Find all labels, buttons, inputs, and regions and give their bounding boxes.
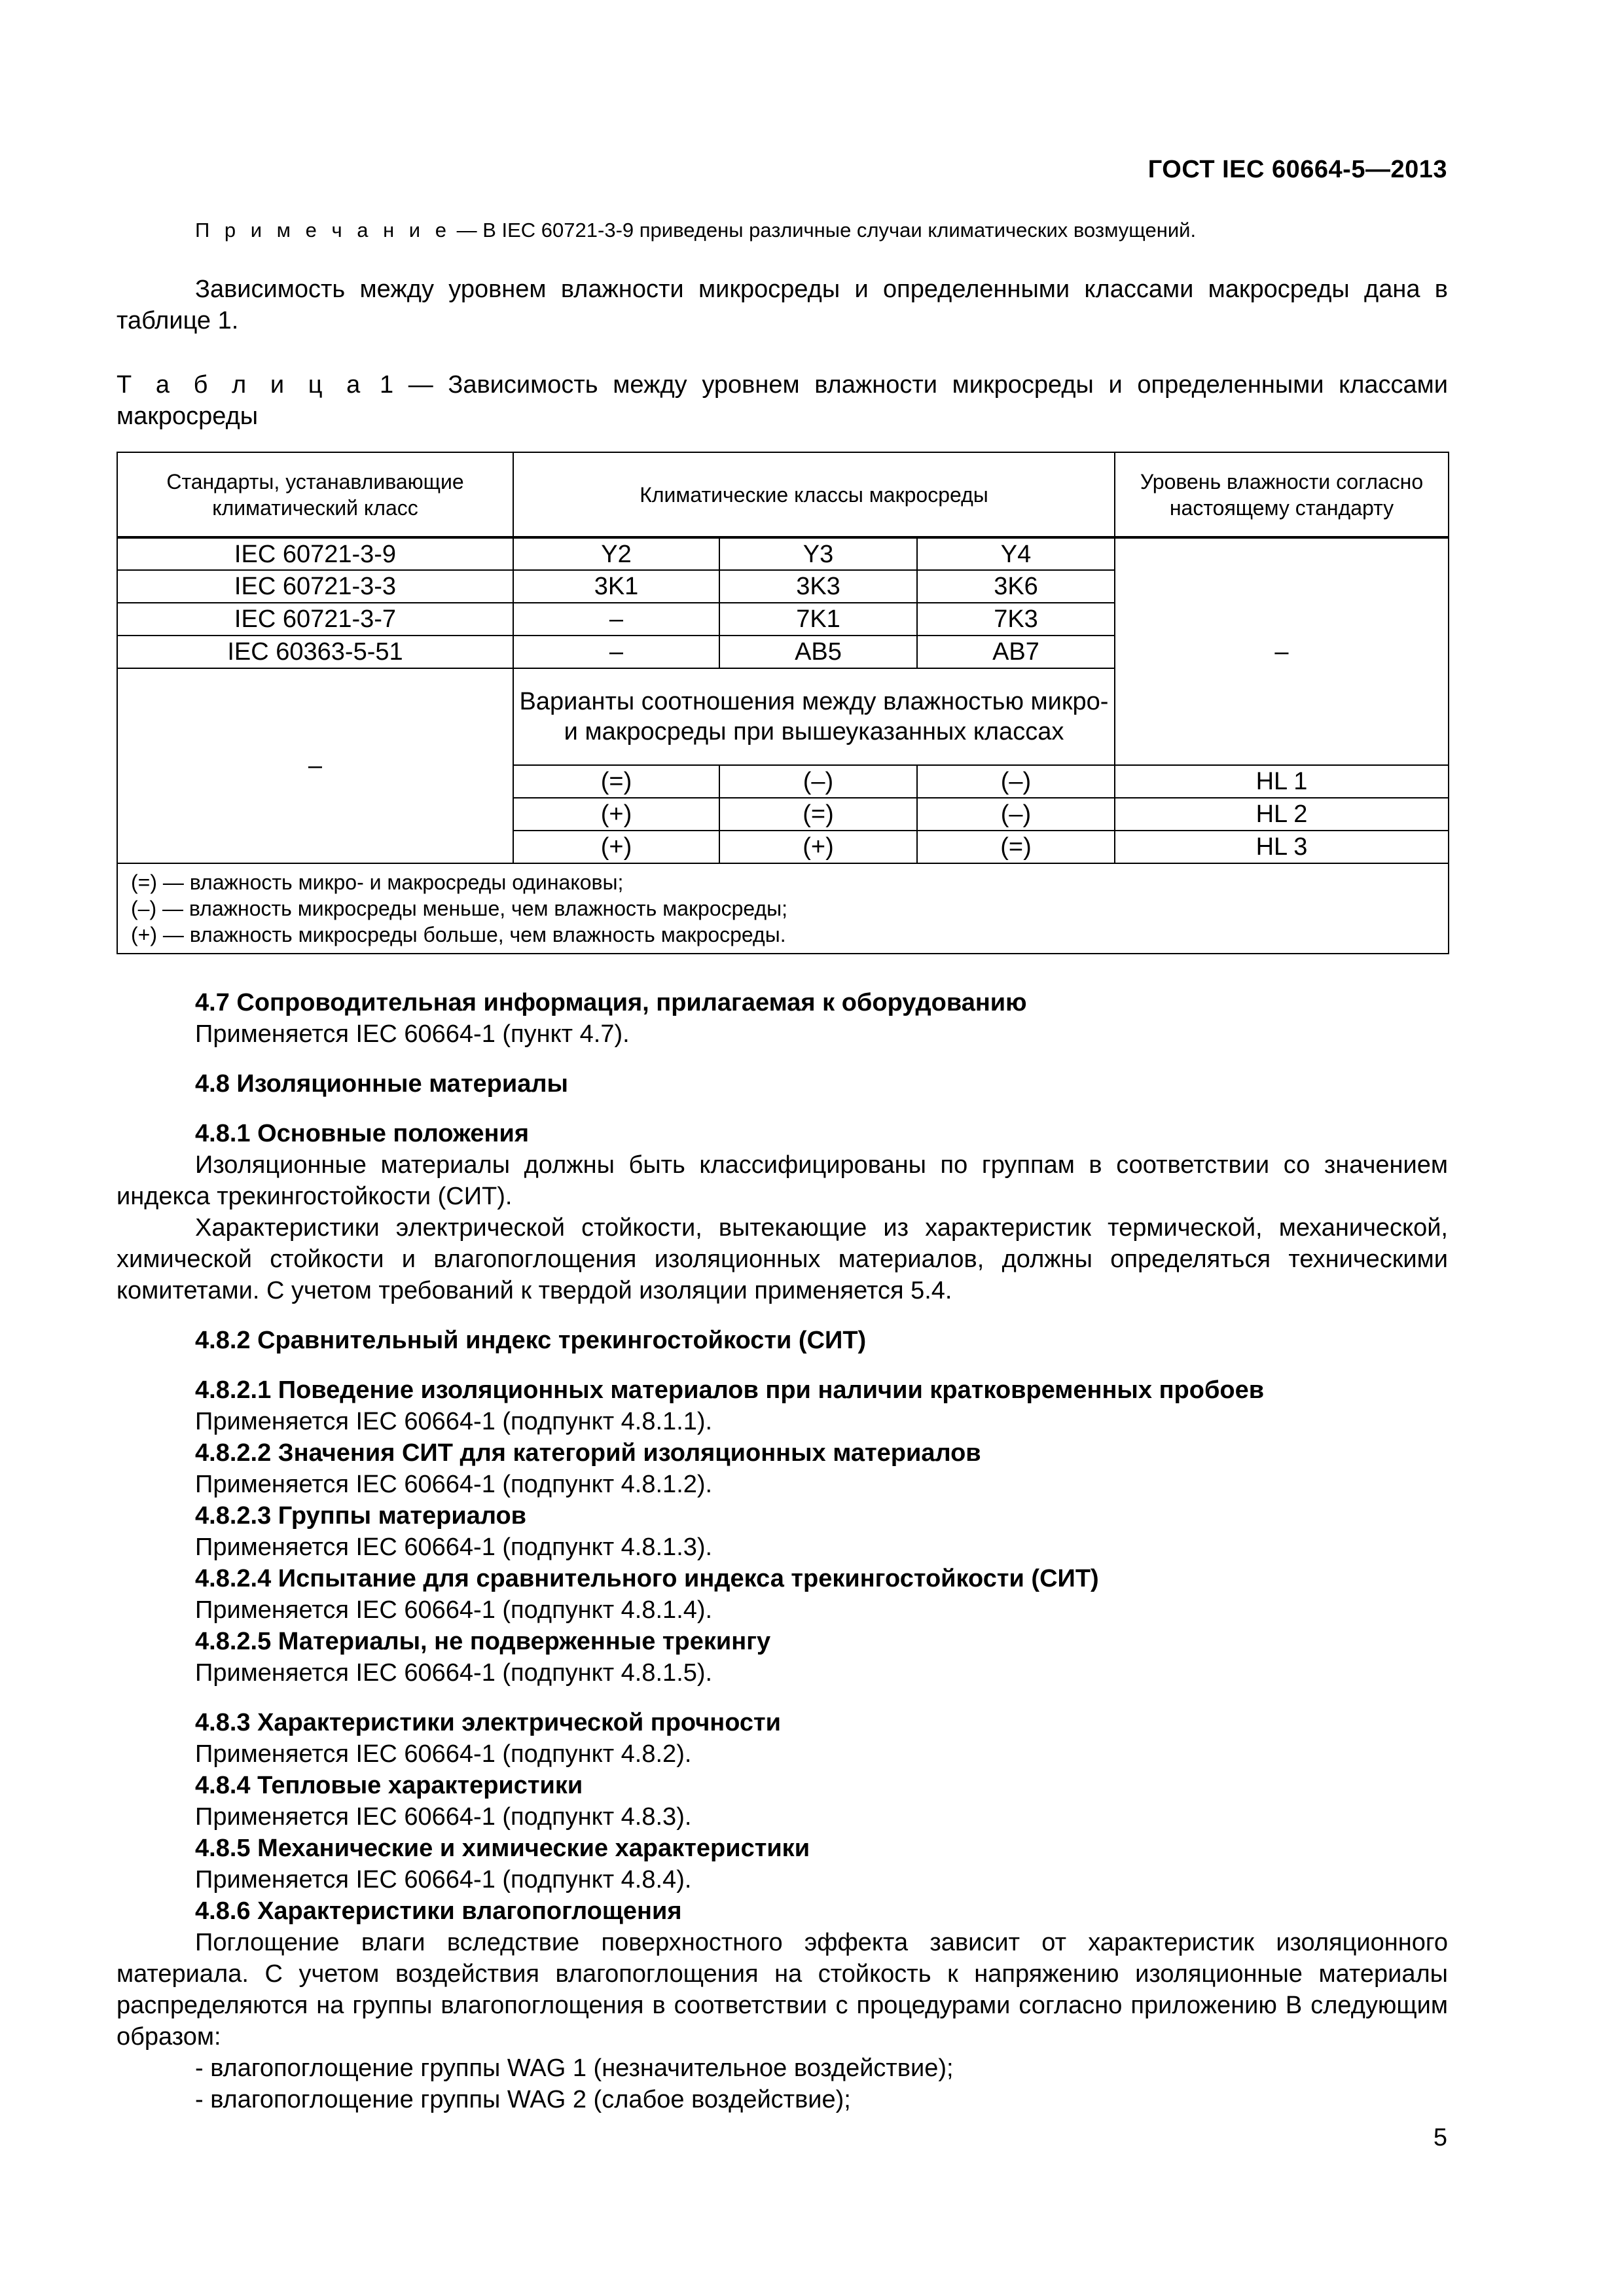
cell-variant: (=) xyxy=(917,831,1115,863)
variants-title: Варианты соотношения между влажностью микро- и макросреды при вышеуказанных классах xyxy=(513,668,1115,765)
section-4-8-5-title: 4.8.5 Механические и химические характеристики xyxy=(195,1835,810,1862)
cell-variant: (–) xyxy=(719,765,917,798)
header-classes: Климатические классы макросреды xyxy=(513,452,1115,537)
cell-variant: (=) xyxy=(513,765,719,798)
section-4-8-2-title: 4.8.2 Сравнительный индекс трекингостойкости (СИТ) xyxy=(195,1327,867,1354)
cell-class: 3K6 xyxy=(917,570,1115,603)
section-4-8-6-title: 4.8.6 Характеристики влагопоглощения xyxy=(195,1897,682,1925)
table-caption xyxy=(117,369,1448,432)
cell-class: AB5 xyxy=(719,636,917,668)
section-4-8-1-p1: Изоляционные материалы должны быть классифицированы по группам в соответствии со значением индекса трекингостойкости (СИТ). xyxy=(117,1151,1448,1210)
cell-variant: (=) xyxy=(719,798,917,831)
section-4-8-4-text: Применяется IEC 60664-1 (подпункт 4.8.3). xyxy=(195,1803,692,1831)
section-4-8-3-title: 4.8.3 Характеристики электрической прочности xyxy=(195,1709,782,1736)
note-equal: (=) — влажность микро- и макросреды одинаковы; xyxy=(131,870,624,894)
note xyxy=(117,217,1448,243)
table-1 xyxy=(117,452,1448,954)
cell-standard: IEC 60363-5-51 xyxy=(117,636,513,668)
list-item: - влагопоглощение группы WAG 1 (незначительное воздействие); xyxy=(195,2054,954,2082)
intro-paragraph: Зависимость между уровнем влажности микросреды и определенными классами макросреды дана в таблице 1. xyxy=(117,276,1448,334)
list-item: - влагопоглощение группы WAG 2 (слабое воздействие); xyxy=(195,2086,851,2113)
cell-class: 7K1 xyxy=(719,603,917,636)
section-4-8-2-5-text: Применяется IEC 60664-1 (подпункт 4.8.1.5). xyxy=(195,1659,713,1687)
cell-variant: (–) xyxy=(917,765,1115,798)
section-4-8-2-4-text: Применяется IEC 60664-1 (подпункт 4.8.1.4). xyxy=(195,1596,713,1624)
section-4-8-2-3-title: 4.8.2.3 Группы материалов xyxy=(195,1502,527,1530)
cell-variant: (+) xyxy=(513,798,719,831)
intro-paragraph-block xyxy=(117,274,1448,336)
cell-class: Y2 xyxy=(513,537,719,570)
section-4-8-2-2-title: 4.8.2.2 Значения СИТ для категорий изоляционных материалов xyxy=(195,1439,981,1467)
cell-left-dash: – xyxy=(117,668,513,863)
note-text: — В IEC 60721-3-9 приведены различные случаи климатических возмущений. xyxy=(456,219,1197,242)
cell-standard: IEC 60721-3-3 xyxy=(117,570,513,603)
note-greater: (+) — влажность микросреды больше, чем влажность макросреды. xyxy=(131,923,786,946)
cell-class: Y3 xyxy=(719,537,917,570)
page-number: 5 xyxy=(1433,2124,1447,2151)
sections xyxy=(117,987,1448,2115)
cell-level: HL 3 xyxy=(1115,831,1449,863)
cell-level-dash: – xyxy=(1115,537,1449,765)
note-less: (–) — влажность микросреды меньше, чем влажность макросреды; xyxy=(131,897,788,920)
header-standards: Стандарты, устанавливающие климатический класс xyxy=(117,452,513,537)
section-4-8-2-4-title: 4.8.2.4 Испытание для сравнительного индекса трекингостойкости (СИТ) xyxy=(195,1565,1099,1592)
cell-level: HL 1 xyxy=(1115,765,1449,798)
section-4-7-text: Применяется IEC 60664-1 (пункт 4.7). xyxy=(195,1020,630,1048)
note-label: П р и м е ч а н и е xyxy=(195,219,451,242)
cell-class: 3K3 xyxy=(719,570,917,603)
cell-standard: IEC 60721-3-9 xyxy=(117,537,513,570)
cell-variant: (+) xyxy=(513,831,719,863)
table-caption-text: 1 — Зависимость между уровнем влажности микросреды и определенными классами макросреды xyxy=(117,371,1448,430)
standard-code-header: ГОСТ IEC 60664-5—2013 xyxy=(1147,156,1447,183)
section-4-8-3-text: Применяется IEC 60664-1 (подпункт 4.8.2). xyxy=(195,1740,692,1768)
cell-class: Y4 xyxy=(917,537,1115,570)
section-4-8-6-p1: Поглощение влаги вследствие поверхностного эффекта зависит от характеристик изоляционного материала. С учетом воздействия влагопоглощения на стойкость к напряжению изоляционные материалы распределяются на группы влагопоглощения в соответствии с процедурами согласно приложению B следующим образом: xyxy=(117,1929,1448,2051)
section-4-8-title: 4.8 Изоляционные материалы xyxy=(195,1070,568,1098)
section-4-8-2-1-text: Применяется IEC 60664-1 (подпункт 4.8.1.1). xyxy=(195,1408,713,1435)
cell-class: – xyxy=(513,603,719,636)
cell-level: HL 2 xyxy=(1115,798,1449,831)
section-4-8-2-3-text: Применяется IEC 60664-1 (подпункт 4.8.1.3). xyxy=(195,1534,713,1561)
table-caption-label: Т а б л и ц а xyxy=(117,371,365,399)
section-4-8-2-2-text: Применяется IEC 60664-1 (подпункт 4.8.1.2). xyxy=(195,1471,713,1498)
cell-standard: IEC 60721-3-7 xyxy=(117,603,513,636)
table-header-row xyxy=(117,452,1449,537)
section-4-8-4-title: 4.8.4 Тепловые характеристики xyxy=(195,1772,583,1799)
section-4-8-2-1-title: 4.8.2.1 Поведение изоляционных материалов при наличии кратковременных пробоев xyxy=(195,1376,1265,1404)
table-row xyxy=(117,537,1449,570)
section-4-8-1-title: 4.8.1 Основные положения xyxy=(195,1120,530,1147)
cell-class: – xyxy=(513,636,719,668)
header-level: Уровень влажности согласно настоящему стандарту xyxy=(1115,452,1449,537)
cell-variant: (–) xyxy=(917,798,1115,831)
section-4-8-2-5-title: 4.8.2.5 Материалы, не подверженные трекингу xyxy=(195,1628,771,1655)
cell-class: AB7 xyxy=(917,636,1115,668)
table-notes-row xyxy=(117,863,1449,954)
cell-class: 7K3 xyxy=(917,603,1115,636)
section-4-8-5-text: Применяется IEC 60664-1 (подпункт 4.8.4). xyxy=(195,1866,692,1893)
section-4-8-1-p2: Характеристики электрической стойкости, вытекающие из характеристик термической, механической, химической стойкости и влагопоглощения изоляционных материалов, должны определяться техническими комитетами. С учетом требований к твердой изоляции применяется 5.4. xyxy=(117,1214,1448,1304)
cell-class: 3K1 xyxy=(513,570,719,603)
cell-variant: (+) xyxy=(719,831,917,863)
table-notes xyxy=(117,863,1449,954)
section-4-7-title: 4.7 Сопроводительная информация, прилагаемая к оборудованию xyxy=(195,989,1027,1016)
